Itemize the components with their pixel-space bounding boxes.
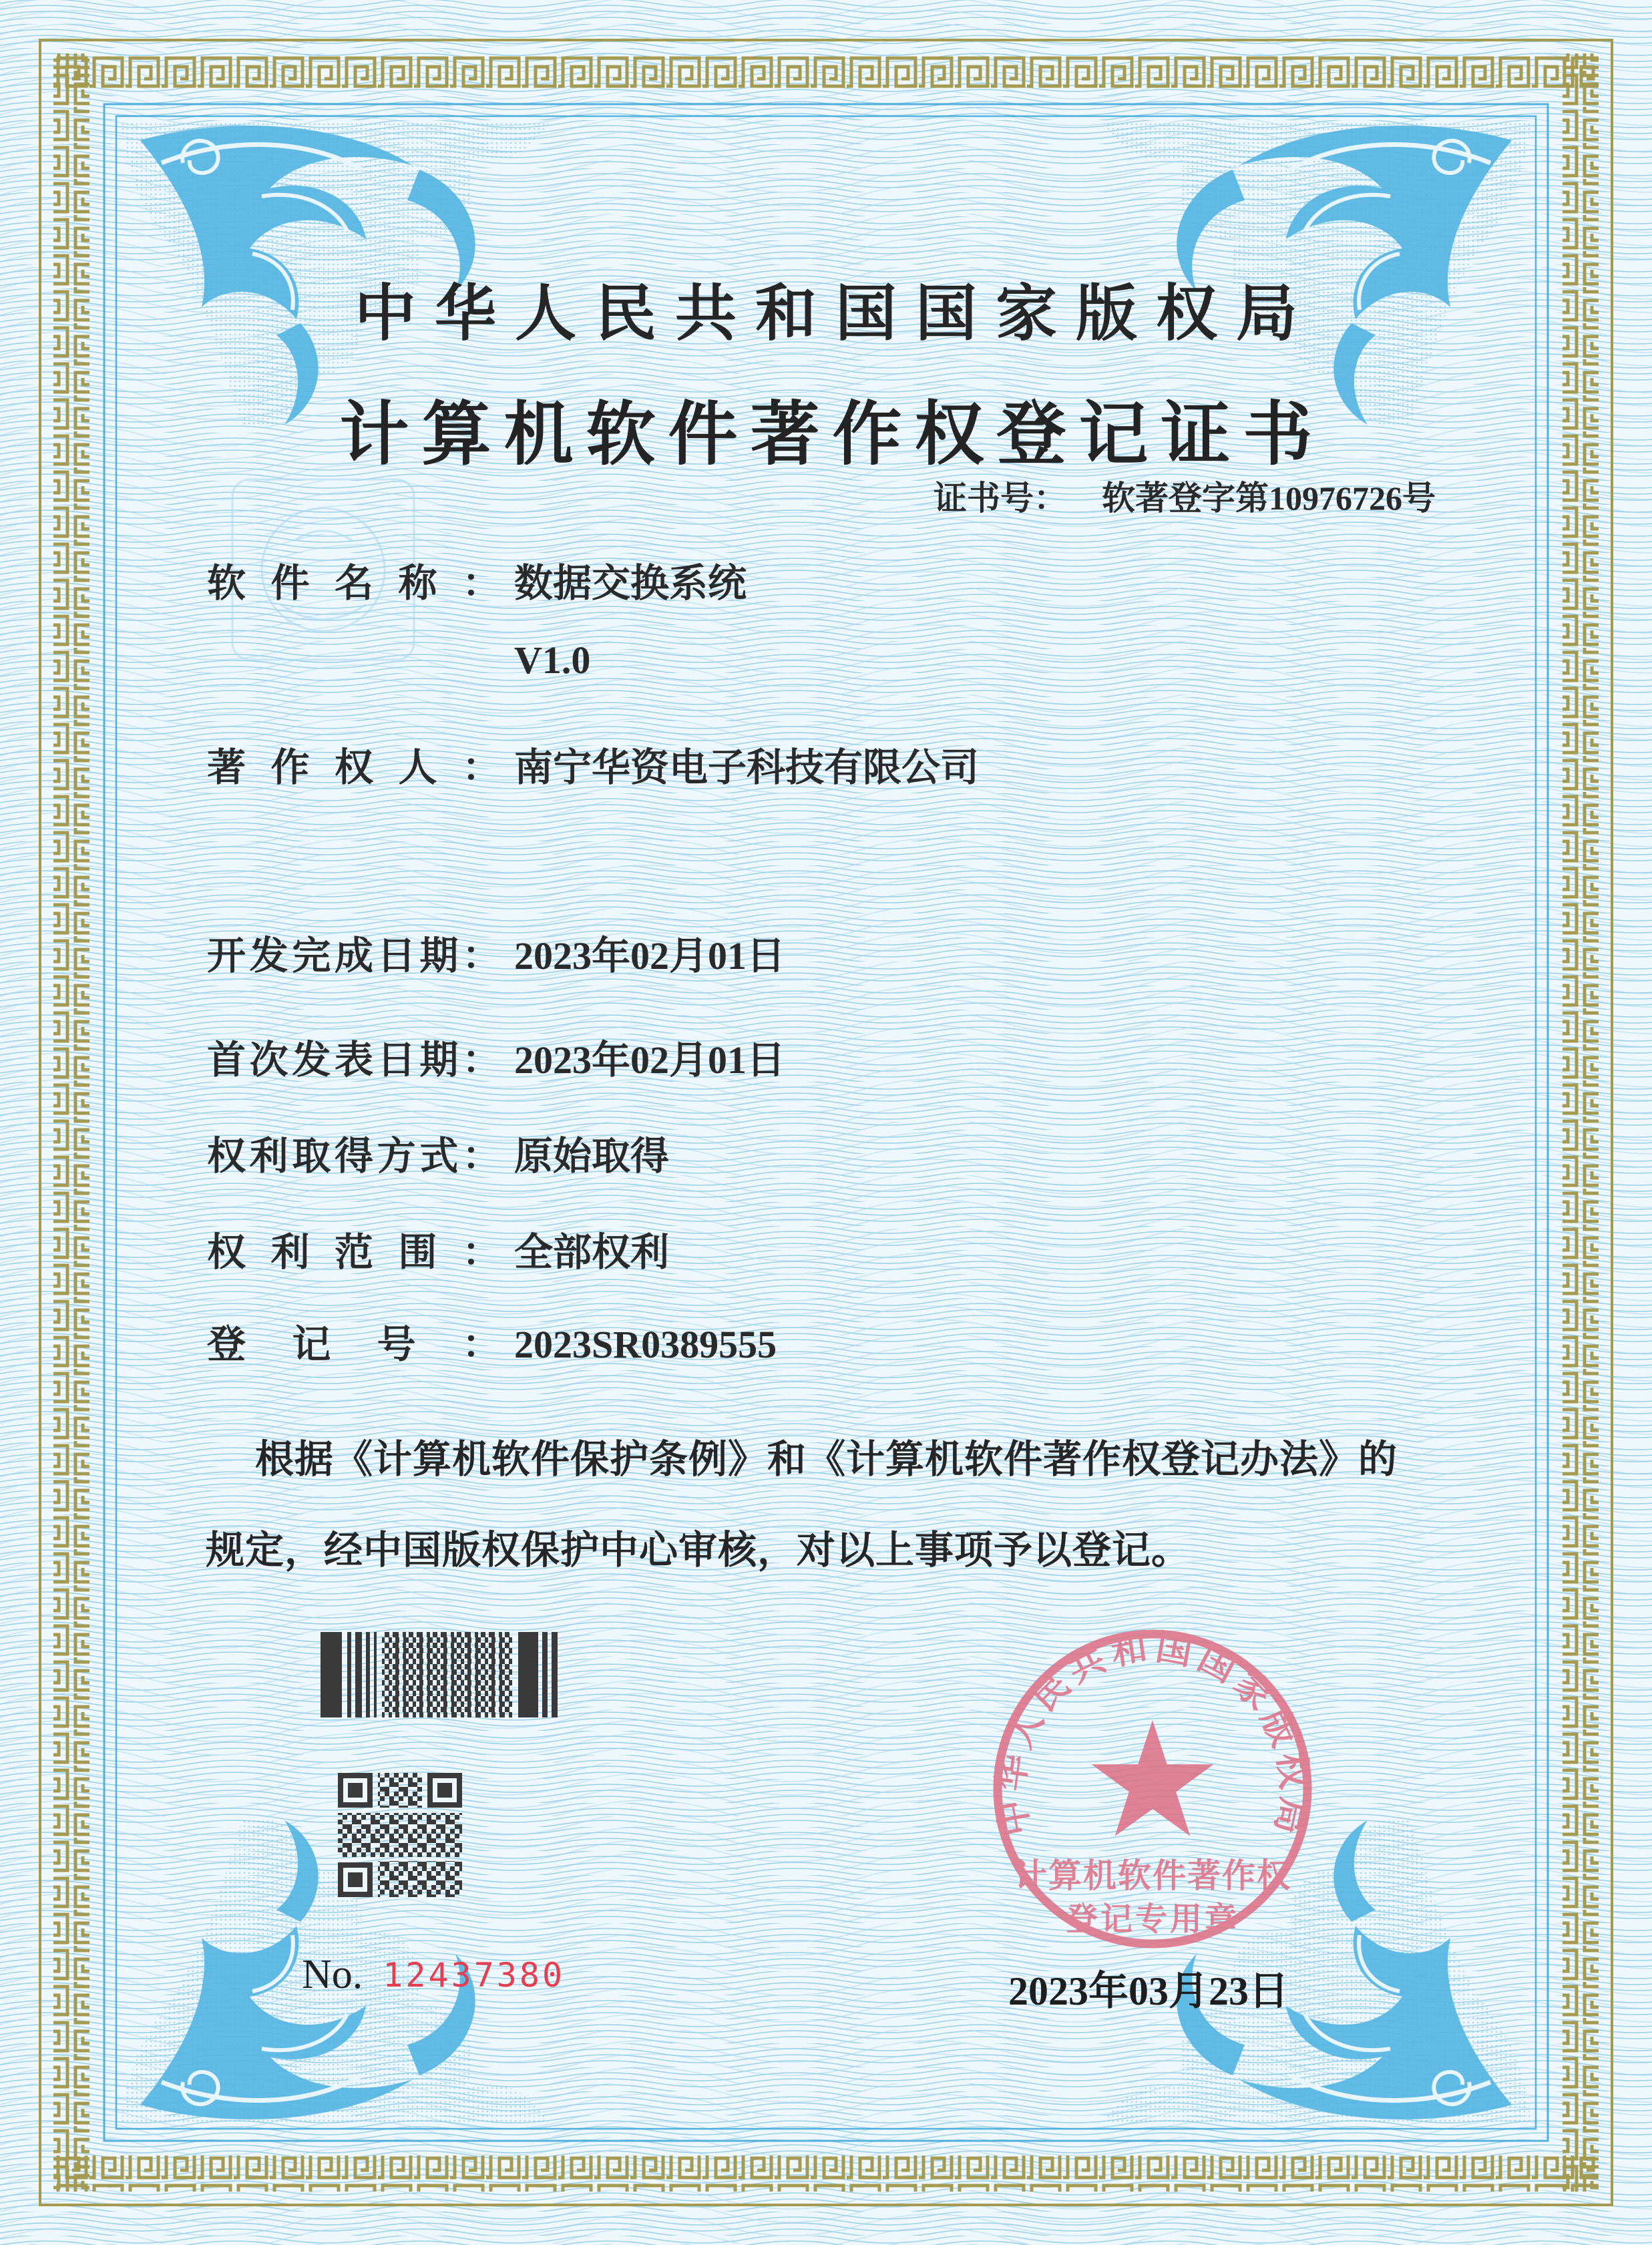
statement-line1: 根据《计算机软件保护条例》和《计算机软件著作权登记办法》的: [255, 1438, 1398, 1481]
field-label: 著作权人：: [207, 746, 501, 789]
field-label: 权利范围：: [207, 1231, 501, 1274]
qr-finder-top-right: [427, 1773, 462, 1808]
field-label: 软件名称：: [207, 562, 501, 605]
field-dev-complete-date: [207, 934, 785, 978]
software-version: V1.0: [514, 638, 591, 682]
field-label: 首次发表日期：: [207, 1038, 501, 1082]
field-value: 南宁华资电子科技有限公司: [514, 746, 980, 789]
serial-label: No.: [302, 1952, 363, 1997]
field-label: 权利取得方式：: [207, 1135, 501, 1178]
stamp-line1: 计算机软件著作权: [1014, 1857, 1291, 1894]
field-rights-scope: [207, 1230, 669, 1275]
field-value: 2023年02月01日: [514, 934, 786, 978]
qr-code: [338, 1773, 462, 1897]
serial-number: 12437380: [383, 1956, 566, 1995]
field-value: 2023年02月01日: [514, 1038, 786, 1082]
authority-title: 中华人民共和国国家版权局: [354, 280, 1316, 348]
field-rights-acquisition: [207, 1134, 669, 1179]
qr-finder-top-left: [338, 1773, 373, 1808]
stamp-line2: 登记专用章: [1065, 1902, 1240, 1937]
software-name: 数据交换系统: [514, 562, 747, 605]
qr-finder-bottom-left: [338, 1862, 373, 1897]
certificate-number-line: [934, 471, 1436, 520]
official-stamp: [984, 1620, 1321, 1958]
certificate-number-label: 证书号：: [934, 479, 1067, 517]
field-copyright-owner: [207, 745, 979, 790]
field-registration-number: [207, 1322, 777, 1367]
stamp-star: [1092, 1720, 1214, 1836]
stamp-arc-text: 中华人民共和国国家版权局: [990, 1627, 1315, 1844]
field-label: 开发完成日期：: [207, 934, 501, 978]
serial-number-line: [302, 1951, 565, 1999]
registration-statement: [206, 1414, 1454, 1596]
field-first-publish-date: [207, 1038, 785, 1082]
certificate-title: 计算机软件著作权登记证书: [339, 397, 1325, 473]
field-value: [514, 561, 747, 683]
barcode: [321, 1632, 558, 1717]
issue-date: 2023年03月23日: [1008, 1969, 1289, 2013]
field-label: 登记号：: [207, 1323, 501, 1366]
statement-line2: 规定，经中国版权保护中心审核，对以上事项予以登记。: [206, 1528, 1191, 1572]
field-value: 全部权利: [514, 1231, 670, 1274]
field-software-name: [207, 561, 747, 683]
field-value: 2023SR0389555: [514, 1323, 777, 1366]
field-value: 原始取得: [514, 1135, 670, 1178]
certificate-number-value: 软著登字第10976726号: [1102, 479, 1436, 517]
